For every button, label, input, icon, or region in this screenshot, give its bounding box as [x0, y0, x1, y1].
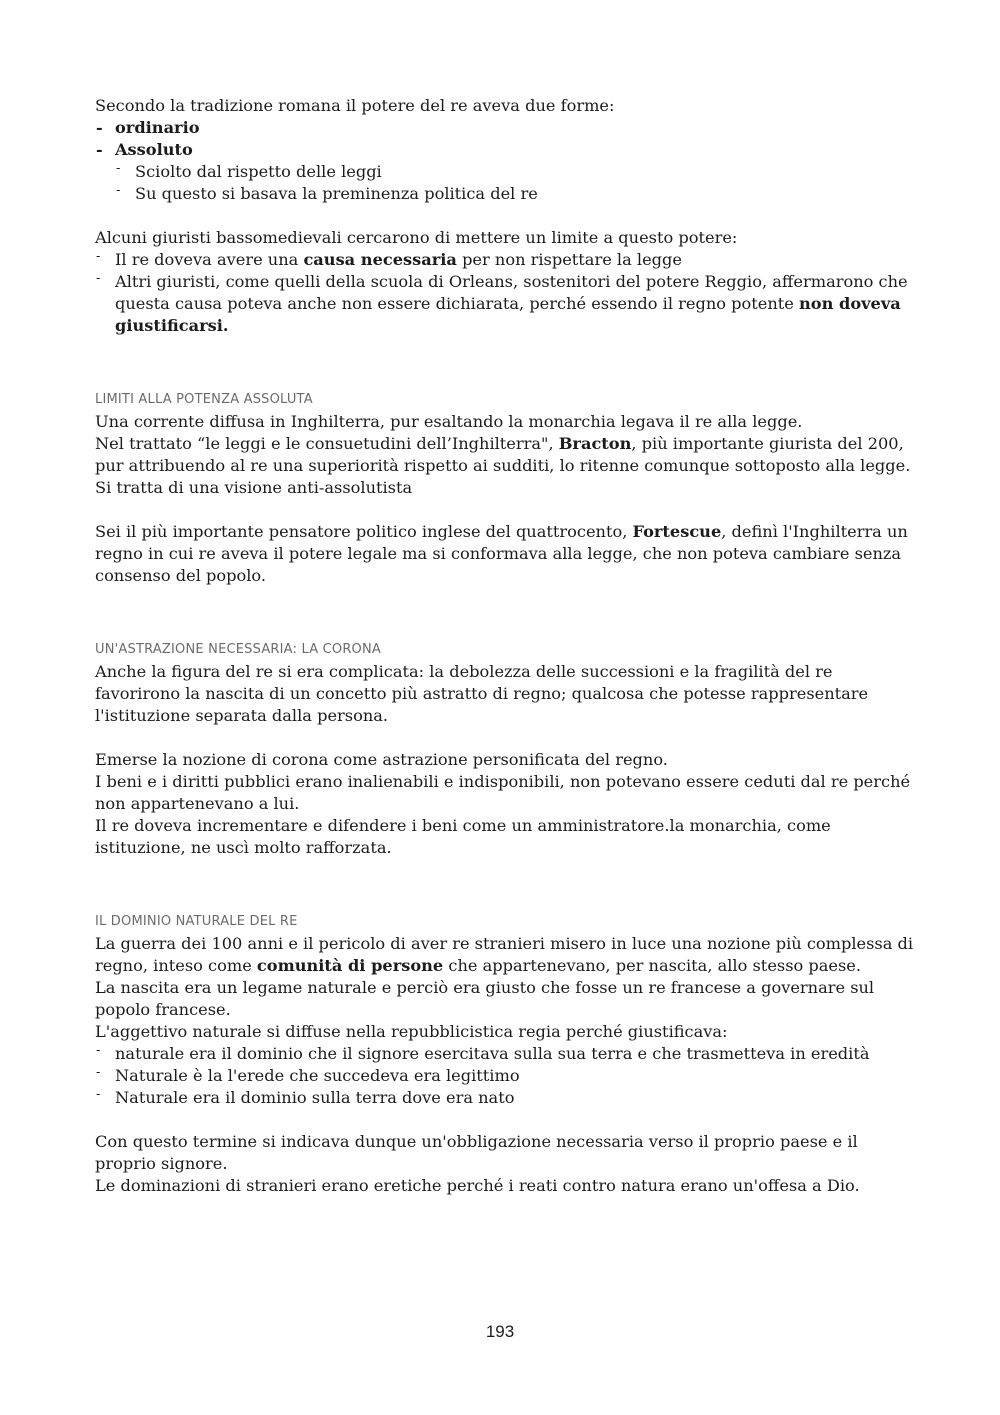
paragraph: La guerra dei 100 anni e il pericolo di aver re stranieri misero in luce una nozione più complessa di regno, inteso come comunità di persone che appartenevano, per nascita, allo stesso paese. — [95, 934, 914, 975]
paragraph: Nel trattato “le leggi e le consuetudini dell’Inghilterra", Bracton, più importante giurista del 200, pur attribuendo al re una superiorità rispetto ai sudditi, lo ritenne comunque sottoposto alla legge. Si tratta di una visione anti-assolutista — [95, 434, 911, 497]
paragraph: La nascita era un legame naturale e perciò era giusto che fosse un re francese a governare sul popolo francese. — [95, 978, 875, 1019]
list-item: - Assoluto - Sciolto dal rispetto delle leggi - Su questo si basava la preminenza politica del re — [95, 139, 915, 205]
paragraph: L'aggettivo naturale si diffuse nella repubblicistica regia perché giustificava: — [95, 1022, 728, 1041]
paragraph: Il re doveva incrementare e difendere i beni come un amministratore.la monarchia, come istituzione, ne uscì molto rafforzata. — [95, 816, 831, 857]
list-item: - Naturale è la l'erede che succedeva era legittimo — [95, 1065, 915, 1087]
paragraph: Emerse la nozione di corona come astrazione personificata del regno. — [95, 750, 668, 769]
list-item: - Altri giuristi, come quelli della scuola di Orleans, sostenitori del potere Reggio, affermarono che questa causa poteva anche non essere dichiarata, perché essendo il regno potente non doveva giustificarsi. — [95, 271, 915, 337]
list-item: - ordinario — [95, 117, 915, 139]
paragraph: Anche la figura del re si era complicata: la debolezza delle successioni e la fragilità del re favorirono la nascita di un concetto più astratto di regno; qualcosa che potesse rappresentare l'istituzione separata dalla persona. — [95, 662, 869, 725]
section-heading: LIMITI ALLA POTENZA ASSOLUTA — [95, 392, 313, 407]
limits-list — [95, 249, 915, 337]
list-item: - Naturale era il dominio sulla terra dove era nato — [95, 1087, 915, 1109]
paragraph: Sei il più importante pensatore politico inglese del quattrocento, Fortescue, definì l'Inghilterra un regno in cui re aveva il potere legale ma si conformava alla legge, che non poteva cambiare senza consenso del popolo. — [95, 522, 908, 585]
forms-list — [95, 117, 915, 205]
paragraph: I beni e i diritti pubblici erano inalienabili e indisponibili, non potevano essere ceduti dal re perché non appartenevano a lui. — [95, 772, 911, 813]
paragraph: Con questo termine si indicava dunque un'obbligazione necessaria verso il proprio paese e il proprio signore. — [95, 1132, 858, 1173]
list-item: - Il re doveva avere una causa necessaria per non rispettare la legge — [95, 249, 915, 271]
list-item: - Sciolto dal rispetto delle leggi — [115, 161, 915, 183]
section-heading: UN'ASTRAZIONE NECESSARIA: LA CORONA — [95, 642, 382, 657]
assoluto-sublist — [115, 161, 915, 205]
intro-lead: Secondo la tradizione romana il potere del re aveva due forme: — [95, 96, 615, 115]
naturale-list — [95, 1043, 915, 1109]
section-heading: IL DOMINIO NATURALE DEL RE — [95, 914, 298, 929]
list-item: - Su questo si basava la preminenza politica del re — [115, 183, 915, 205]
paragraph: Una corrente diffusa in Inghilterra, pur esaltando la monarchia legava il re alla legge. — [95, 412, 803, 431]
page-number: 193 — [485, 1322, 515, 1341]
limits-lead: Alcuni giuristi bassomedievali cercarono di mettere un limite a questo potere: — [95, 228, 738, 247]
list-item: - naturale era il dominio che il signore esercitava sulla sua terra e che trasmetteva in eredità — [95, 1043, 915, 1065]
paragraph: Le dominazioni di stranieri erano eretiche perché i reati contro natura erano un'offesa a Dio. — [95, 1176, 860, 1195]
document-body — [95, 95, 915, 1197]
